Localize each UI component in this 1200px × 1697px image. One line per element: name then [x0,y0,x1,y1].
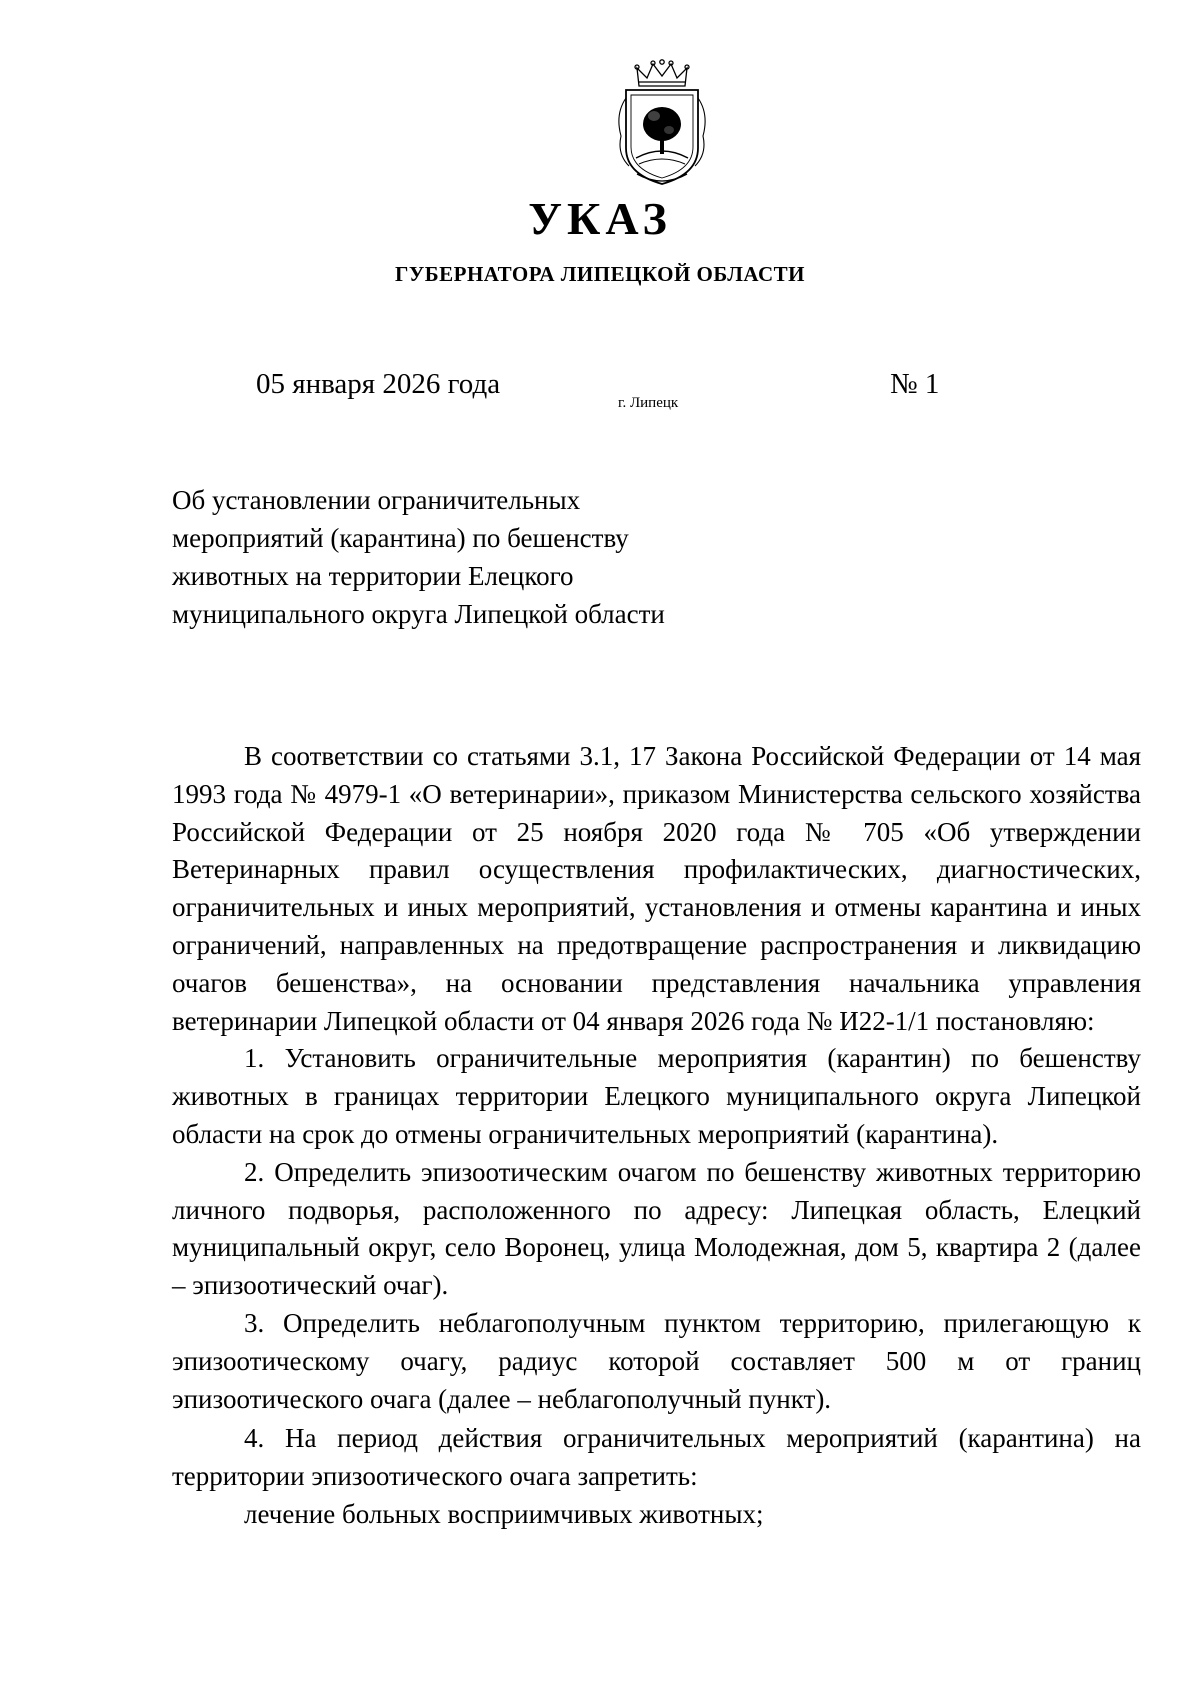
preamble-paragraph: В соответствии со статьями 3.1, 17 Закона Российской Федерации от 14 мая 1993 года № 4979-1 «О ветеринарии», приказом Министерства сельского хозяйства Российской Федерации от 25 ноября 2020 года № 705 «Об утверждении Ветеринарных правил осуществления профилактических, диагностических, ограничительных и иных мероприятий, установления и отмены карантина и иных ограничений, направленных на предотвращение распространения и ликвидацию очагов бешенства», на основании представления начальника управления ветеринарии Липецкой области от 04 января 2026 года № И22-1/1 постановляю: [172,741,1141,1036]
item-4-subitem: лечение больных восприимчивых животных; [244,1498,764,1529]
document-number: № 1 [890,368,940,400]
document-heading [172,481,732,633]
heading-line: муниципального округа Липецкой области [172,599,665,629]
document-subtitle: ГУБЕРНАТОРА ЛИПЕЦКОЙ ОБЛАСТИ [394,262,806,286]
document-title: УКАЗ [528,193,672,244]
item-1-paragraph: 1. Установить ограничительные мероприятия (карантин) по бешенству животных в границах территории Елецкого муниципального округа Липецкой области на срок до отмены ограничительных мероприятий (карантина). [172,1043,1141,1149]
tree-icon [643,107,681,154]
document-body [172,738,1141,1534]
heading-line: животных на территории Елецкого [172,561,574,591]
item-2-paragraph: 2. Определить эпизоотическим очагом по бешенству животных территорию личного подворья, расположенного по адресу: Липецкая область, Елецкий муниципальный округ, село Воронец, улица Молодежная, дом 5, квартира 2 (далее – эпизоотический очаг). [172,1156,1141,1301]
crown-icon [635,60,689,86]
item-3-paragraph: 3. Определить неблагополучным пунктом территорию, прилегающую к эпизоотическому очагу, радиус которой составляет 500 м от границ эпизоотического очага (далее – неблагополучный пункт). [172,1307,1141,1414]
document-date: 05 января 2026 года [256,368,501,400]
heading-line: мероприятий (карантина) по бешенству [172,523,629,553]
coat-of-arms-emblem [609,58,715,190]
document-city: г. Липецк [618,395,679,411]
heading-line: Об установлении ограничительных [172,485,581,515]
item-4-paragraph: 4. На период действия ограничительных мероприятий (карантина) на территории эпизоотического очага запретить: [172,1423,1141,1492]
